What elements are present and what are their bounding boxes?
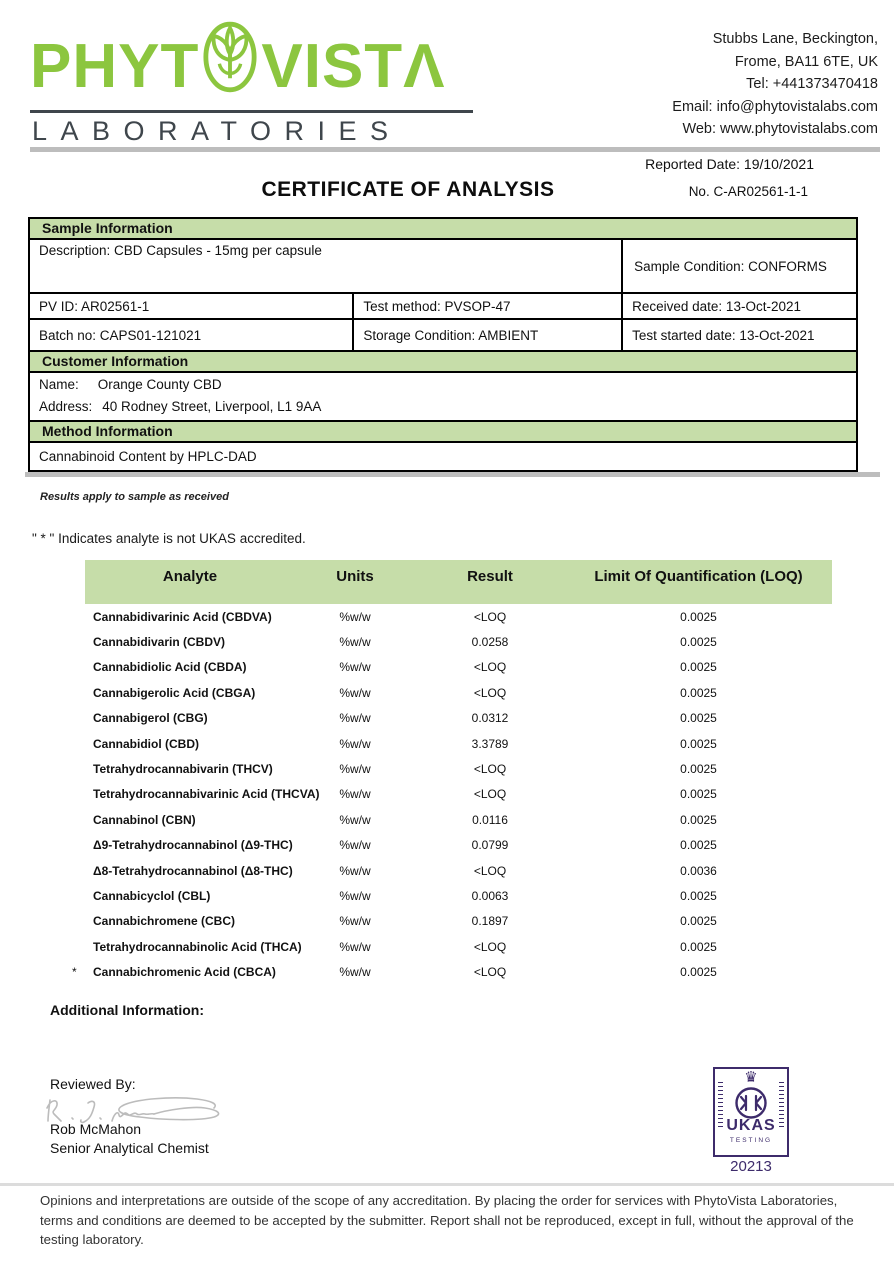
analyte-name: Cannabigerolic Acid (CBGA) bbox=[93, 685, 256, 700]
customer-details bbox=[30, 373, 856, 420]
section-divider-bar bbox=[25, 472, 880, 477]
analyte-loq: 0.0025 bbox=[680, 838, 717, 853]
page-title: CERTIFICATE OF ANALYSIS bbox=[261, 178, 555, 201]
phytovista-logo bbox=[30, 20, 446, 113]
analyte-units: %w/w bbox=[339, 838, 371, 853]
analyte-name: Cannabidiol (CBD) bbox=[93, 736, 199, 751]
analyte-result: <LOQ bbox=[473, 609, 507, 624]
analyte-units: %w/w bbox=[339, 965, 371, 980]
not-accredited-asterisk: * bbox=[72, 965, 77, 980]
analyte-name: Cannabicyclol (CBL) bbox=[93, 888, 211, 903]
received-date: Received date: 13-Oct-2021 bbox=[621, 294, 856, 318]
table-row bbox=[85, 807, 832, 832]
ukas-label: UKAS bbox=[726, 1117, 776, 1134]
footer-disclaimer: Opinions and interpretations are outside of the scope of any accreditation. By placing the order for services with PhytoVista Laboratories, terms and conditions are deemed to be accepted by the submitter. Report shall not be reproduced, except in full, without the approval of the testing laboratory. bbox=[40, 1193, 854, 1247]
address-line: Web: www.phytovistalabs.com bbox=[682, 121, 878, 137]
analyte-loq: 0.0025 bbox=[680, 685, 717, 700]
analyte-result: 0.0063 bbox=[471, 888, 509, 903]
analyte-loq: 0.0025 bbox=[680, 939, 717, 954]
table-row bbox=[85, 680, 832, 705]
ukas-number: 20213 bbox=[730, 1158, 772, 1175]
customer-name-value: Orange County CBD bbox=[97, 377, 222, 392]
results-table bbox=[72, 560, 832, 985]
table-row bbox=[30, 318, 856, 350]
reviewed-by-label: Reviewed By: bbox=[50, 1076, 136, 1092]
analyte-loq: 0.0025 bbox=[680, 736, 717, 751]
analyte-result: 0.0312 bbox=[471, 711, 509, 726]
analyte-units: %w/w bbox=[339, 685, 371, 700]
analyte-name: Cannabichromene (CBC) bbox=[93, 914, 236, 929]
analyte-loq: 0.0025 bbox=[680, 787, 717, 802]
analyte-result: 0.1897 bbox=[471, 914, 509, 929]
analyte-units: %w/w bbox=[339, 609, 371, 624]
table-row bbox=[85, 756, 832, 781]
analyte-units: %w/w bbox=[339, 711, 371, 726]
analyte-loq: 0.0025 bbox=[680, 812, 717, 827]
analyte-loq: 0.0025 bbox=[680, 965, 717, 980]
table-row bbox=[85, 934, 832, 959]
crown-icon: ♛ bbox=[744, 1069, 758, 1086]
test-started-date: Test started date: 13-Oct-2021 bbox=[621, 320, 856, 350]
address-line: Tel: +441373470418 bbox=[746, 76, 878, 92]
table-row bbox=[85, 629, 832, 654]
batch-no: Batch no: CAPS01-121021 bbox=[39, 327, 202, 343]
column-header-units: Units bbox=[336, 568, 374, 585]
logo-wordmark bbox=[30, 20, 446, 113]
column-header-analyte: Analyte bbox=[162, 568, 218, 585]
analyte-name: Tetrahydrocannabivarinic Acid (THCVA) bbox=[93, 787, 320, 802]
analyte-name: Cannabigerol (CBG) bbox=[93, 711, 208, 726]
analyte-units: %w/w bbox=[339, 660, 371, 675]
analyte-result: <LOQ bbox=[473, 787, 507, 802]
table-row bbox=[30, 240, 856, 294]
customer-address-value: 40 Rodney Street, Liverpool, L1 9AA bbox=[102, 399, 322, 414]
ukas-accreditation-mark bbox=[713, 1067, 789, 1157]
test-method: Test method: PVSOP-47 bbox=[352, 294, 621, 318]
results-note: Results apply to sample as received bbox=[40, 491, 229, 503]
analyte-name: Δ9-Tetrahydrocannabinol (Δ9-THC) bbox=[93, 838, 293, 853]
reviewer-name: Rob McMahon bbox=[50, 1121, 142, 1137]
table-row bbox=[85, 706, 832, 731]
analyte-units: %w/w bbox=[339, 762, 371, 777]
customer-name-label: Name: bbox=[39, 377, 79, 392]
address-line: Email: info@phytovistalabs.com bbox=[672, 98, 878, 115]
leaf-circle-icon bbox=[202, 20, 258, 113]
table-row bbox=[85, 782, 832, 807]
pv-id: PV ID: AR02561-1 bbox=[39, 298, 150, 314]
address-line: Frome, BA11 6TE, UK bbox=[734, 53, 878, 70]
analyte-loq: 0.0025 bbox=[680, 609, 717, 624]
analyte-units: %w/w bbox=[339, 635, 371, 650]
table-row bbox=[85, 909, 832, 934]
table-row bbox=[85, 655, 832, 680]
analyte-result: 0.0799 bbox=[471, 838, 509, 853]
analyte-loq: 0.0025 bbox=[680, 711, 717, 726]
lab-address bbox=[672, 28, 878, 141]
info-table bbox=[28, 217, 858, 472]
reported-date: Reported Date: 19/10/2021 bbox=[645, 156, 814, 172]
column-header-loq: Limit Of Quantification (LOQ) bbox=[594, 568, 803, 585]
analyte-result: <LOQ bbox=[473, 660, 507, 675]
sample-condition: Sample Condition: CONFORMS bbox=[621, 240, 856, 292]
analyte-loq: 0.0025 bbox=[680, 660, 717, 675]
footer-divider bbox=[0, 1183, 894, 1186]
results-table-header bbox=[85, 560, 832, 604]
analyte-name: * Cannabichromenic Acid (CBCA) bbox=[72, 965, 276, 980]
sample-description: Description: CBD Capsules - 15mg per capsule bbox=[39, 243, 322, 258]
analyte-units: %w/w bbox=[339, 736, 371, 751]
table-row bbox=[30, 294, 856, 318]
analyte-loq: 0.0025 bbox=[680, 914, 717, 929]
analyte-name: Tetrahydrocannabivarin (THCV) bbox=[93, 762, 273, 777]
method-information-header: Method Information bbox=[30, 420, 856, 443]
customer-information-header: Customer Information bbox=[30, 350, 856, 373]
sample-information-header: Sample Information bbox=[30, 219, 856, 240]
analyte-name: Δ8-Tetrahydrocannabinol (Δ8-THC) bbox=[93, 863, 293, 878]
column-header-result: Result bbox=[467, 568, 513, 585]
analyte-result: 3.3789 bbox=[471, 736, 509, 751]
analyte-loq: 0.0025 bbox=[680, 762, 717, 777]
logo-text-left: PHYT bbox=[30, 31, 200, 101]
analyte-result: 0.0116 bbox=[472, 812, 508, 827]
table-row bbox=[85, 858, 832, 883]
analyte-result: <LOQ bbox=[473, 939, 507, 954]
analyte-units: %w/w bbox=[339, 787, 371, 802]
logo-text-right: VISTΛ bbox=[261, 31, 446, 101]
analyte-loq: 0.0025 bbox=[680, 635, 717, 650]
address-line: Stubbs Lane, Beckington, bbox=[712, 31, 878, 47]
table-row bbox=[72, 959, 832, 984]
table-row bbox=[85, 604, 832, 629]
table-row bbox=[85, 833, 832, 858]
analyte-result: <LOQ bbox=[473, 685, 507, 700]
customer-name-line bbox=[39, 377, 856, 392]
storage-condition: Storage Condition: AMBIENT bbox=[352, 320, 621, 350]
results-table-body bbox=[72, 604, 832, 985]
certificate-number: No. C-AR02561-1-1 bbox=[688, 184, 808, 199]
logo-divider bbox=[30, 110, 473, 113]
method-description: Cannabinoid Content by HPLC-DAD bbox=[39, 449, 257, 464]
header-divider-bar bbox=[30, 147, 880, 152]
analyte-units: %w/w bbox=[339, 888, 371, 903]
analyte-loq: 0.0025 bbox=[680, 888, 717, 903]
customer-address-line bbox=[39, 399, 856, 414]
analyte-units: %w/w bbox=[339, 863, 371, 878]
analyte-units: %w/w bbox=[339, 939, 371, 954]
analyte-units: %w/w bbox=[339, 812, 371, 827]
analyte-name: Cannabidivarinic Acid (CBDVA) bbox=[93, 609, 272, 624]
analyte-result: <LOQ bbox=[473, 762, 507, 777]
customer-address-label: Address: bbox=[39, 399, 93, 414]
analyte-name: Tetrahydrocannabinolic Acid (THCA) bbox=[93, 939, 302, 954]
reviewer-role: Senior Analytical Chemist bbox=[50, 1140, 209, 1156]
analyte-name: Cannabidiolic Acid (CBDA) bbox=[93, 660, 247, 675]
logo-subtitle: LABORATORIES bbox=[32, 116, 402, 146]
analyte-units: %w/w bbox=[339, 914, 371, 929]
analyte-result: <LOQ bbox=[473, 965, 507, 980]
analyte-name: Cannabinol (CBN) bbox=[93, 812, 196, 827]
analyte-result: <LOQ bbox=[473, 863, 507, 878]
analyte-name: Cannabidivarin (CBDV) bbox=[93, 635, 226, 650]
table-row bbox=[85, 883, 832, 908]
table-row bbox=[85, 731, 832, 756]
analyte-loq: 0.0036 bbox=[680, 863, 717, 878]
additional-information-label: Additional Information: bbox=[50, 1002, 204, 1018]
accreditation-note: " * " Indicates analyte is not UKAS accredited. bbox=[32, 531, 306, 546]
analyte-result: 0.0258 bbox=[471, 635, 509, 650]
ukas-type-label: TESTING bbox=[729, 1137, 773, 1144]
